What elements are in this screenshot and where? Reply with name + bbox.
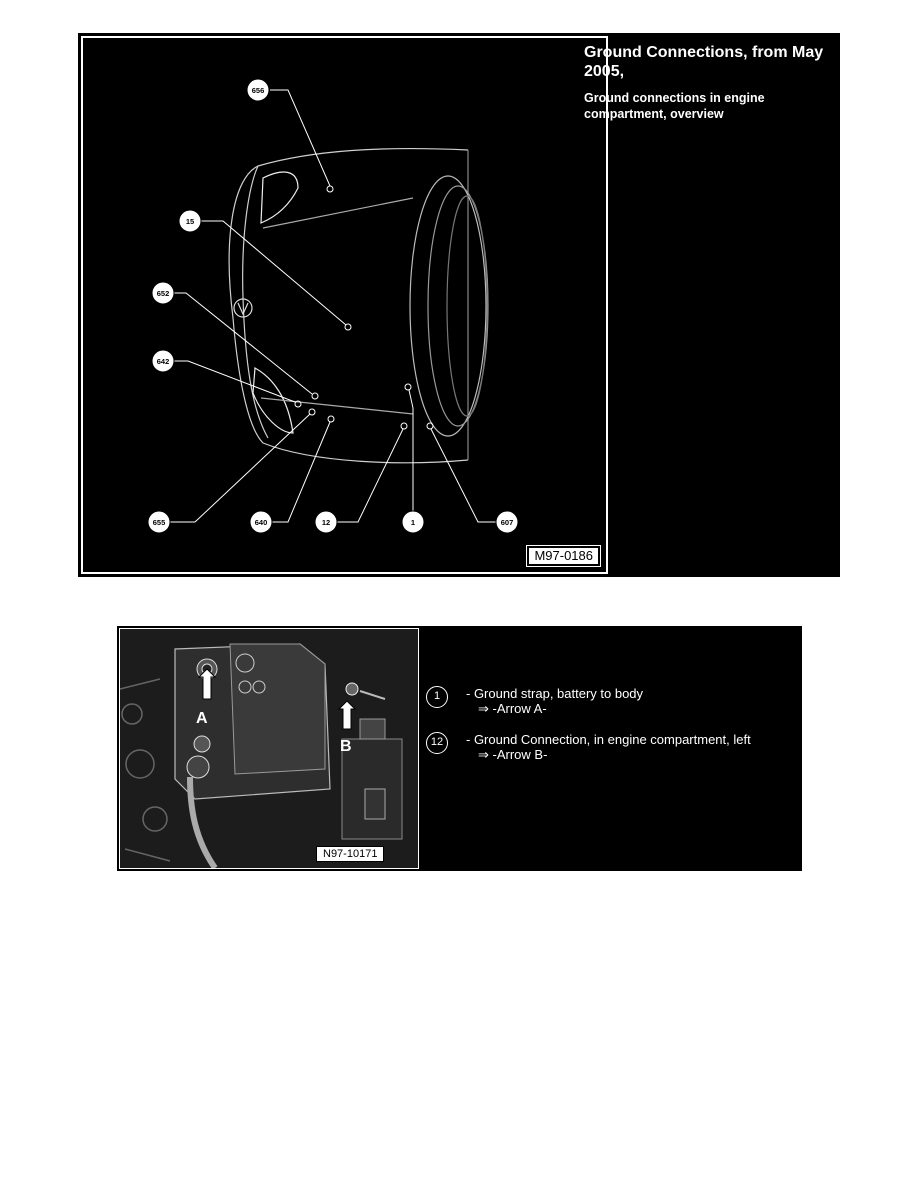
photo-label-b: B xyxy=(340,738,352,755)
bottom-figure-panel xyxy=(117,626,802,871)
legend-arrow-link[interactable]: ⇒ -Arrow A- xyxy=(478,701,547,716)
callout-655: 655 xyxy=(152,518,166,527)
callout-12: 12 xyxy=(321,518,331,527)
callout-656: 656 xyxy=(251,86,265,95)
callout-1: 1 xyxy=(410,518,416,527)
callout-640: 640 xyxy=(254,518,268,527)
legend-arrow-link[interactable]: ⇒ -Arrow B- xyxy=(478,747,548,762)
section-subtitle: Ground connections in engine compartment, overview xyxy=(584,91,765,121)
legend-description: - Ground Connection, in engine compartment, left xyxy=(466,732,751,747)
callout-642: 642 xyxy=(156,357,170,366)
figure-code: M97-0186 xyxy=(527,546,600,566)
legend-number: 1 xyxy=(426,686,448,708)
photo-figure-code: N97-10171 xyxy=(316,846,384,862)
battery-ground-photo xyxy=(119,628,419,869)
section-title: Ground Connections, from May 2005, xyxy=(584,44,824,80)
engine-compartment-drawing xyxy=(83,38,606,572)
callout-607: 607 xyxy=(500,518,514,527)
callout-652: 652 xyxy=(156,289,170,298)
callout-15: 15 xyxy=(185,217,195,226)
engine-compartment-diagram xyxy=(81,36,608,574)
legend-description: - Ground strap, battery to body xyxy=(466,686,644,701)
battery-photo-drawing xyxy=(120,629,418,868)
section-header xyxy=(584,43,834,122)
photo-label-a: A xyxy=(196,710,208,727)
legend-number: 12 xyxy=(426,732,448,754)
top-figure-panel xyxy=(78,33,840,577)
